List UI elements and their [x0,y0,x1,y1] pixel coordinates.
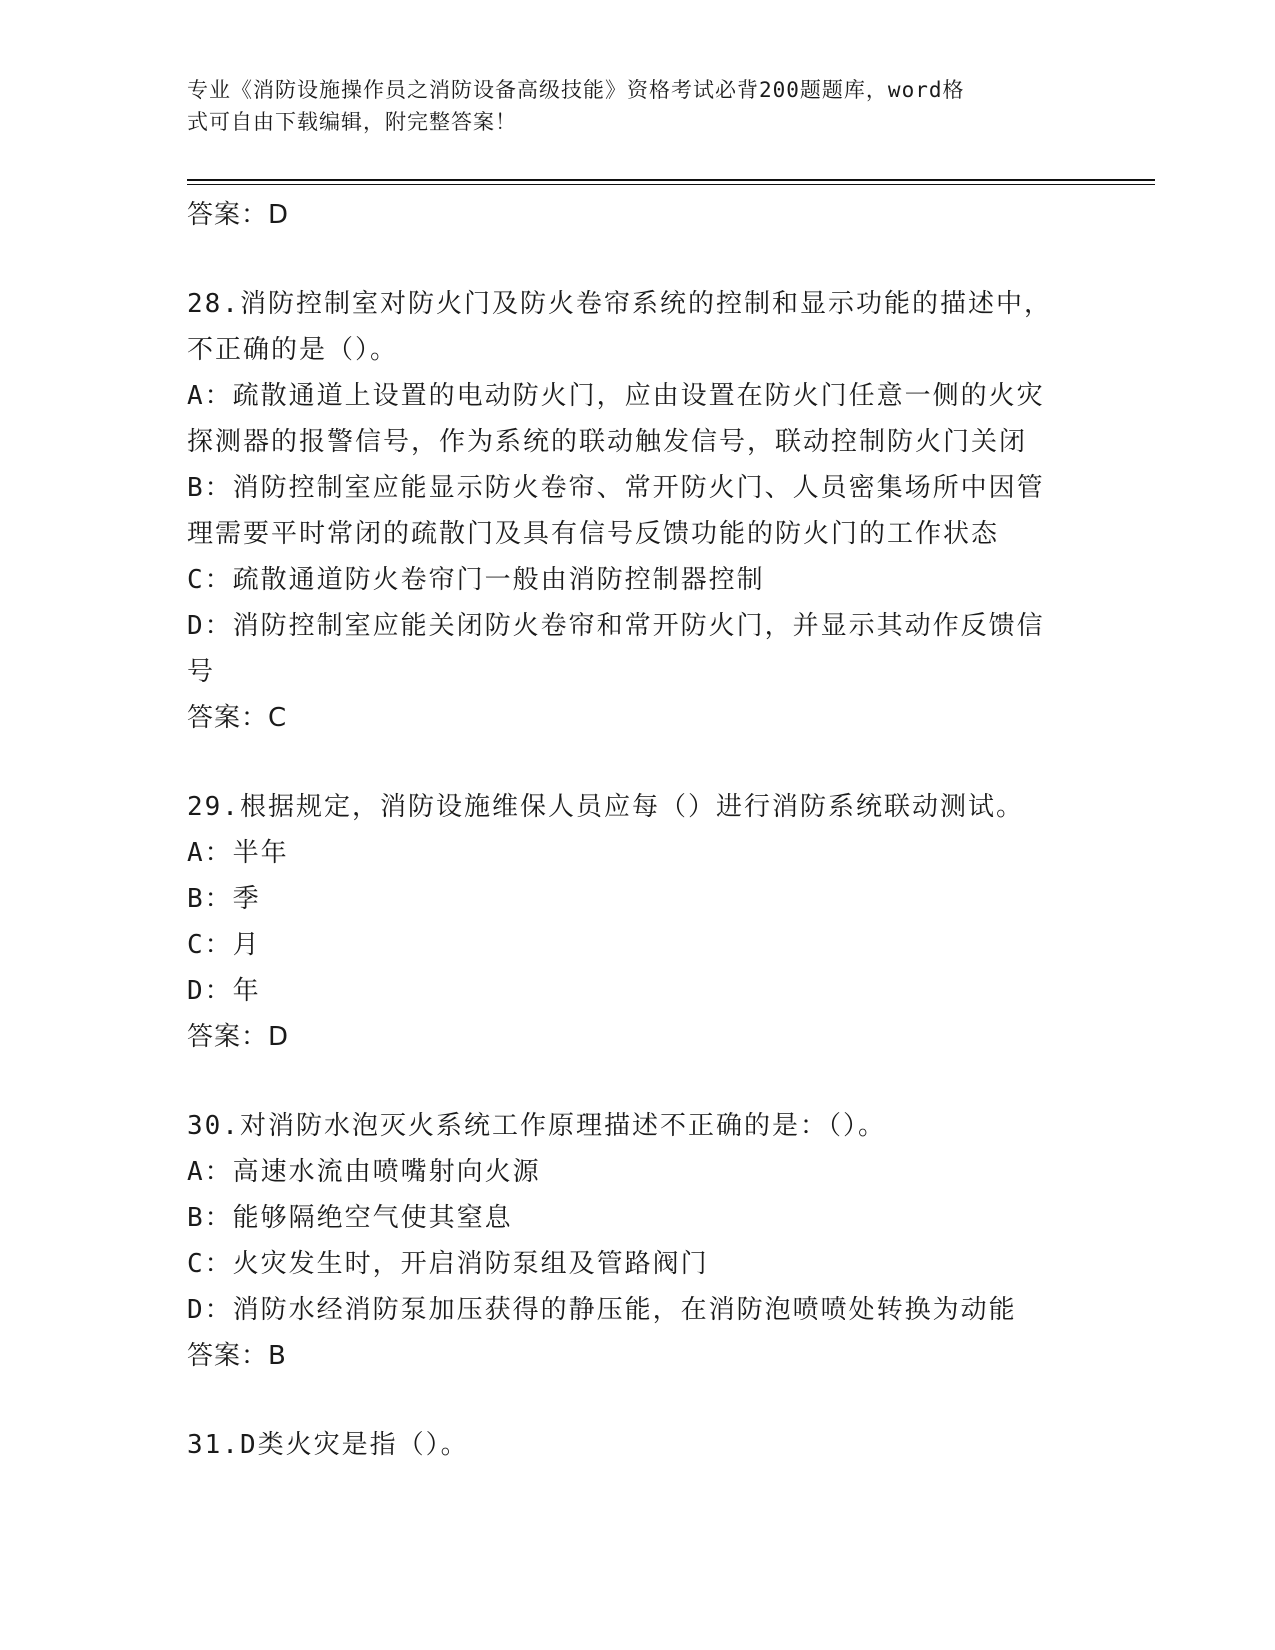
question-list [187,192,1087,1468]
option-c: C：疏散通道防火卷帘门一般由消防控制器控制 [187,565,765,595]
answer-q30: 答案：B [187,1341,287,1371]
option-a: A：高速水流由喷嘴射向火源 [187,1157,541,1187]
question-28 [187,281,1087,741]
question-stem: 31.D类火灾是指（）。 [187,1430,469,1460]
option-b: B：消防控制室应能显示防火卷帘、常开防火门、人员密集场所中因管 [187,473,1045,503]
question-stem: 30.对消防水泡灭火系统工作原理描述不正确的是：（）。 [187,1111,886,1141]
option-d: D：消防水经消防泵加压获得的静压能，在消防泡喷喷处转换为动能 [187,1295,1017,1325]
spacer [187,1379,1087,1422]
answer-q28: 答案：C [187,703,288,733]
option-b: B：能够隔绝空气使其窒息 [187,1203,513,1233]
spacer [187,741,1087,784]
option-d: D：年 [187,976,261,1006]
option-a-cont: 探测器的报警信号，作为系统的联动触发信号，联动控制防火门关闭 [187,427,1028,457]
answer-q27: 答案：D [187,200,290,230]
question-30 [187,1103,1087,1379]
question-31 [187,1422,1087,1468]
document-header [187,74,1067,138]
question-29 [187,784,1087,1060]
option-c: C：火灾发生时，开启消防泵组及管路阀门 [187,1249,709,1279]
option-d-cont: 号 [187,657,216,687]
option-a: A：疏散通道上设置的电动防火门，应由设置在防火门任意一侧的火灾 [187,381,1045,411]
header-divider-thin [187,184,1155,185]
question-stem: 28.消防控制室对防火门及防火卷帘系统的控制和显示功能的描述中， [187,289,1052,319]
header-line-2: 式可自由下载编辑，附完整答案！ [187,110,517,134]
spacer [187,1060,1087,1103]
header-divider-thick [187,179,1155,181]
option-c: C：月 [187,930,261,960]
answer-q29: 答案：D [187,1022,290,1052]
option-b-cont: 理需要平时常闭的疏散门及具有信号反馈功能的防火门的工作状态 [187,519,1000,549]
option-a: A：半年 [187,838,289,868]
option-d: D：消防控制室应能关闭防火卷帘和常开防火门，并显示其动作反馈信 [187,611,1045,641]
header-line-1: 专业《消防设施操作员之消防设备高级技能》资格考试必背200题题库，word格 [187,78,965,102]
question-stem-cont: 不正确的是（）。 [187,335,399,365]
spacer [187,238,1087,281]
option-b: B：季 [187,884,261,914]
question-stem: 29.根据规定，消防设施维保人员应每（）进行消防系统联动测试。 [187,792,1024,822]
